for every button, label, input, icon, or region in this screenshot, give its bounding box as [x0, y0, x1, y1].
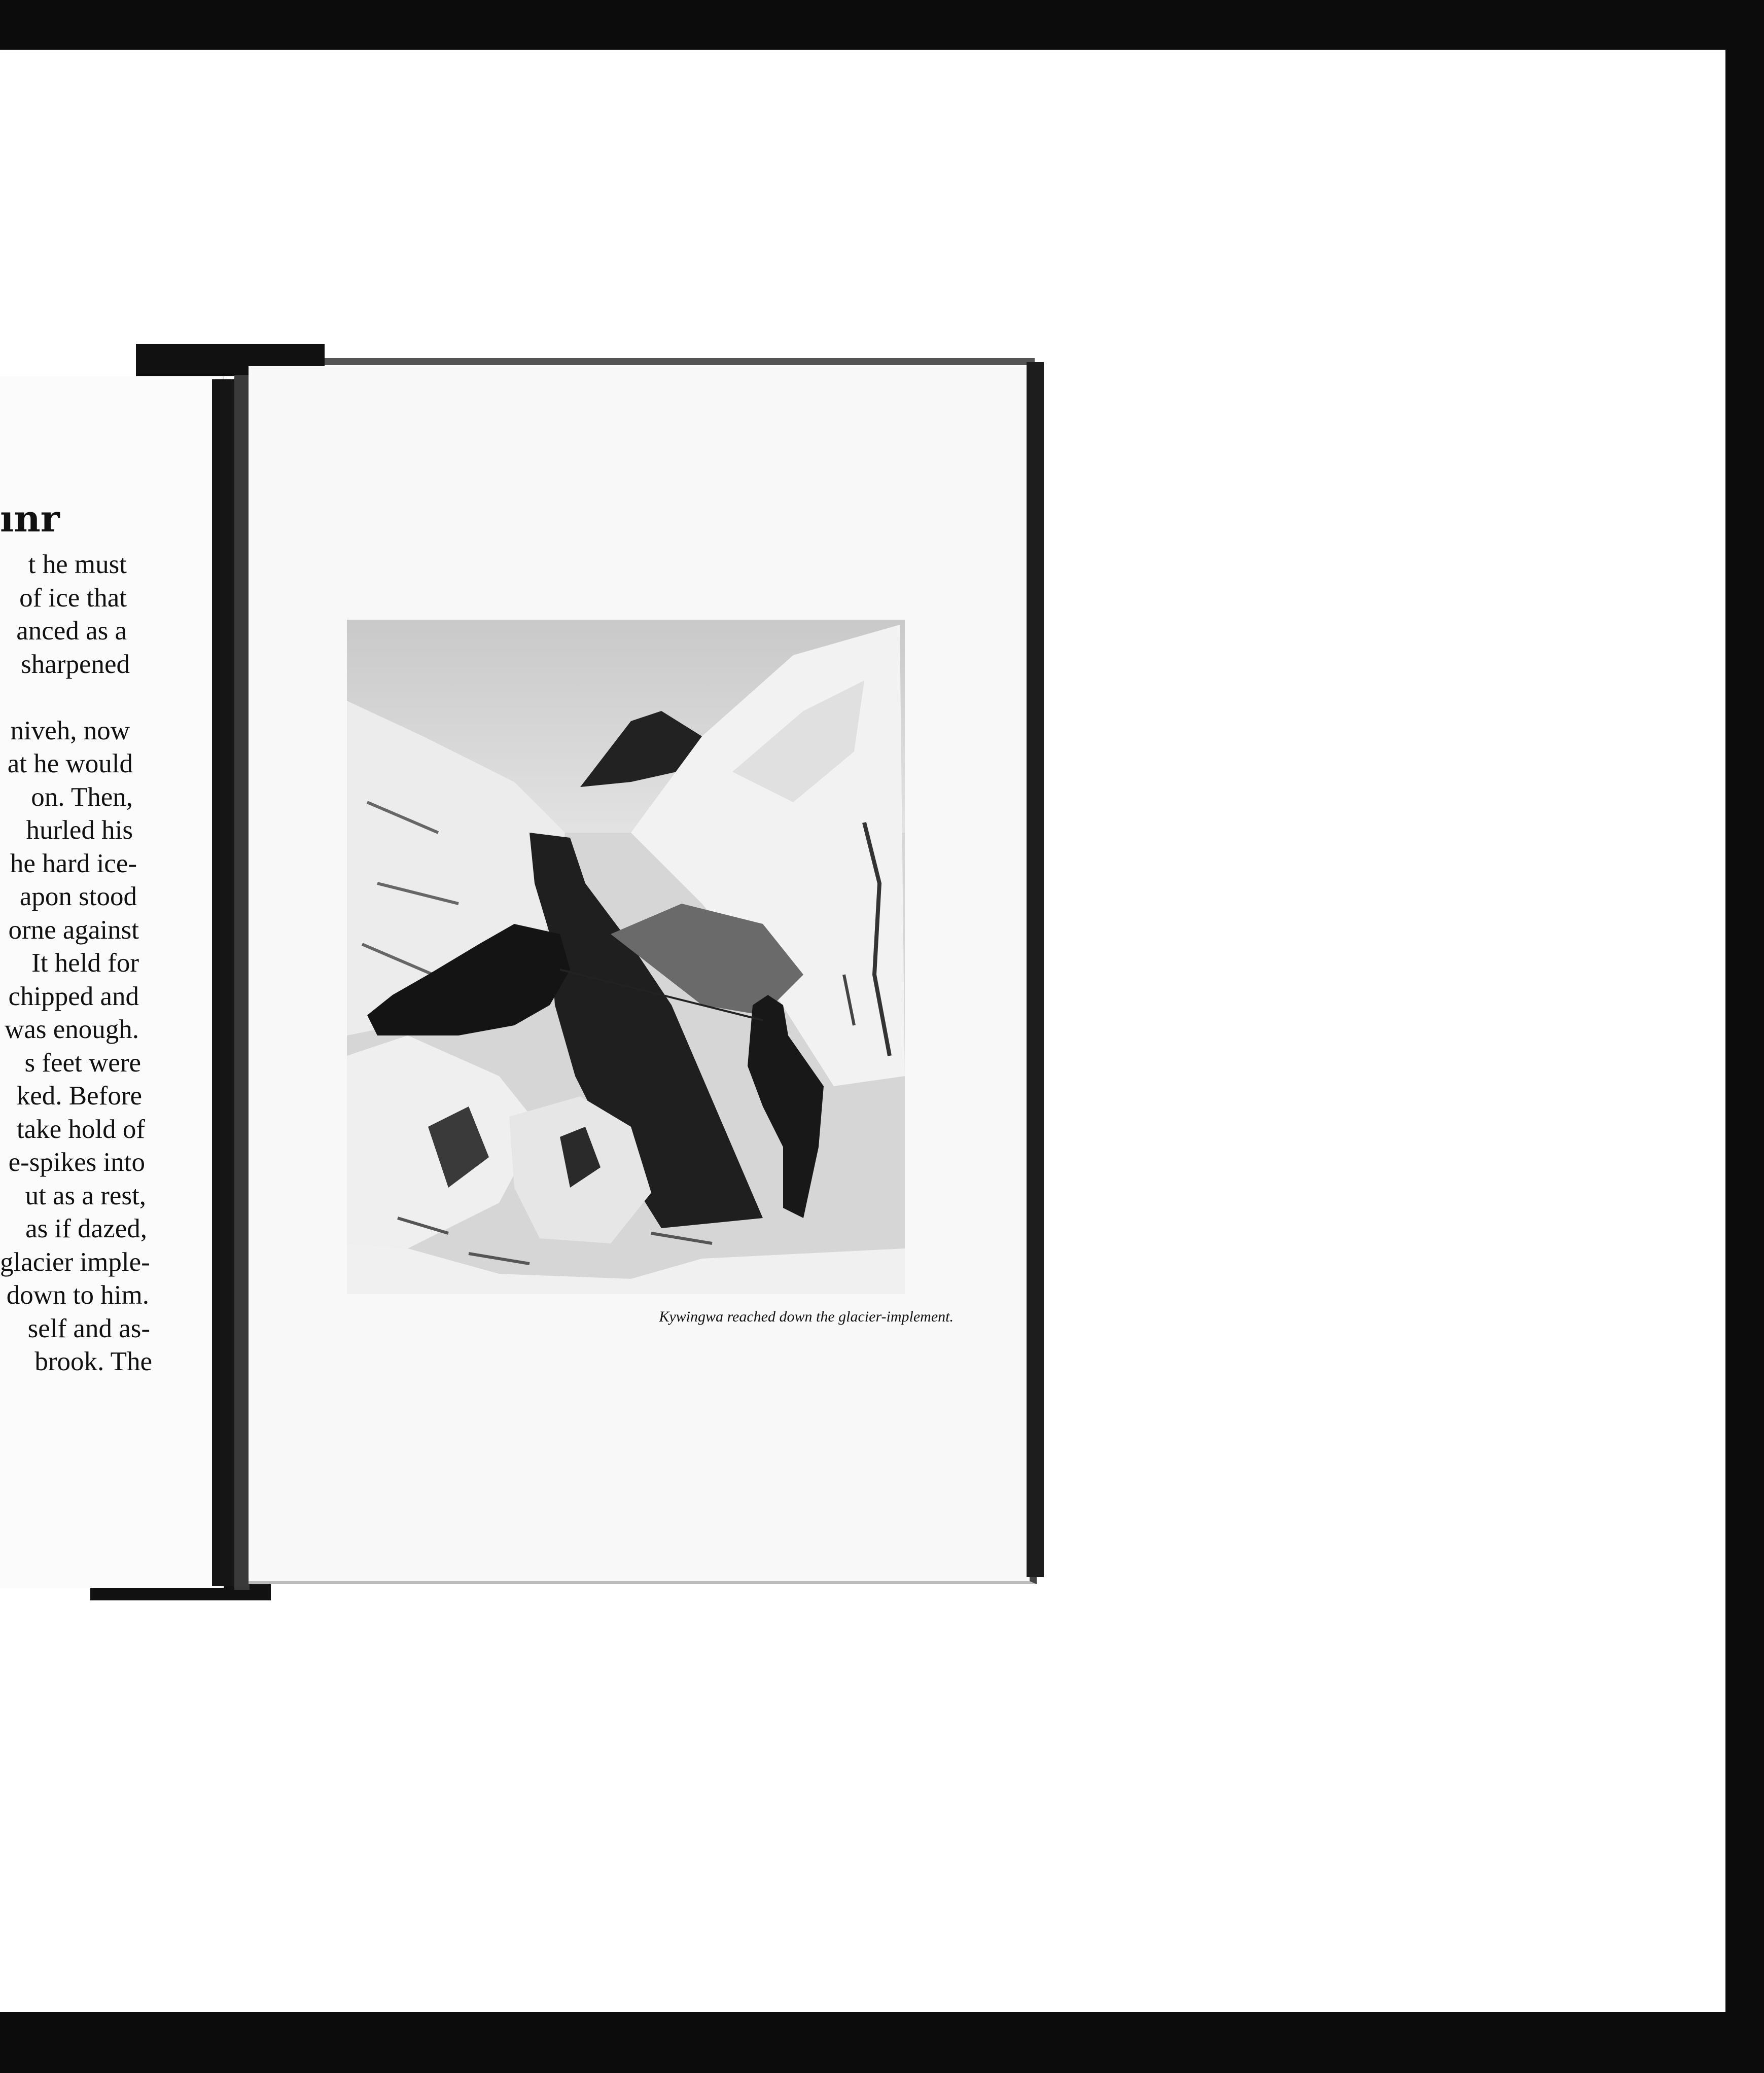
text-line: brook. The [34, 1347, 152, 1376]
running-head: ınr [0, 497, 60, 540]
text-line: glacier imple- [0, 1247, 150, 1277]
text-line: ut as a rest, [25, 1181, 146, 1210]
text-line: at he would [7, 749, 133, 778]
text-line: niveh, now [10, 716, 130, 745]
text-line: self and as- [27, 1313, 150, 1343]
page-top-edge [325, 358, 1035, 365]
text-line: It held for [31, 948, 139, 978]
text-line: hurled his [26, 815, 133, 845]
book-gutter [212, 379, 234, 1586]
text-line: chipped and [8, 981, 139, 1011]
text-line: as if dazed, [25, 1214, 147, 1243]
text-line: was enough. [5, 1015, 139, 1044]
page-fore-edge [1027, 362, 1044, 1577]
left-text-page [0, 376, 224, 1588]
text-line: s feet were [24, 1048, 141, 1078]
scan-border-top [0, 0, 1764, 50]
text-line: of ice that [19, 583, 127, 613]
text-line: apon stood [19, 882, 137, 911]
text-line: on. Then, [31, 782, 133, 812]
illustration-plate [347, 620, 905, 1294]
text-line: ked. Before [16, 1081, 142, 1111]
text-line: take hold of [16, 1114, 145, 1144]
text-line: e-spikes into [8, 1148, 145, 1177]
book-gutter-inner [234, 375, 250, 1590]
text-line: he hard ice- [10, 848, 137, 878]
glacier-illustration [347, 620, 905, 1294]
scan-border-right [1725, 46, 1764, 2023]
plate-caption: Kywingwa reached down the glacier-implement. [659, 1308, 954, 1325]
text-line: down to him. [6, 1280, 149, 1310]
text-line: orne against [8, 915, 139, 945]
text-line: anced as a [16, 616, 127, 646]
text-line: sharpened [21, 649, 130, 679]
scan-border-bottom [0, 2012, 1764, 2073]
text-line: t he must [28, 550, 127, 579]
